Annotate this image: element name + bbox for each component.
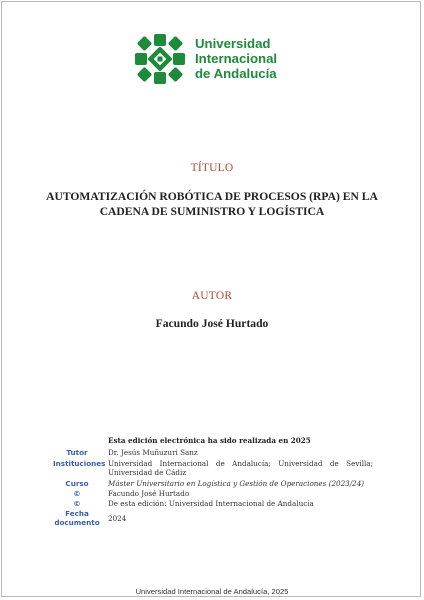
metadata-value: Máster Universitario en Logística y Gestión de Operaciones (2023/24) xyxy=(108,479,365,488)
metadata-label: © xyxy=(73,489,81,498)
metadata-value: Universidad Internacional de Andalucía; Universidad de Sevilla; Universidad de Cádiz xyxy=(108,459,373,478)
university-name-line2: Internacional xyxy=(195,51,278,66)
metadata-label: Instituciones xyxy=(53,459,106,468)
uia-emblem-icon xyxy=(134,33,186,85)
university-name xyxy=(195,36,277,81)
metadata-label: Fecha documento xyxy=(54,509,100,527)
metadata-label: © xyxy=(73,499,81,508)
metadata-value: Facundo José Hurtado xyxy=(108,489,190,498)
university-name-line3: de Andalucía xyxy=(195,66,277,81)
edition-intro: Esta edición electrónica ha sido realizada en 2025 xyxy=(108,436,311,445)
author-heading: AUTOR xyxy=(191,290,233,302)
university-logo xyxy=(134,33,294,85)
document-title: AUTOMATIZACIÓN ROBÓTICA DE PROCESOS (RPA) EN LA CADENA DE SUMINISTRO Y LOGÍSTICA xyxy=(46,190,378,218)
metadata-label: Tutor xyxy=(66,448,88,457)
metadata-value: 2024 xyxy=(108,514,127,523)
title-heading: TÍTULO xyxy=(190,162,234,174)
metadata-value: Dr. Jesús Muñuzuri Sanz xyxy=(108,448,198,457)
author-name: Facundo José Hurtado xyxy=(155,317,269,330)
metadata-value: De esta edición: Universidad Internacional de Andalucía xyxy=(108,499,314,508)
page-footer: Universidad Internacional de Andalucía, 2025 xyxy=(135,587,289,596)
university-name-line1: Universidad xyxy=(195,36,271,51)
metadata-label: Curso xyxy=(65,479,89,488)
